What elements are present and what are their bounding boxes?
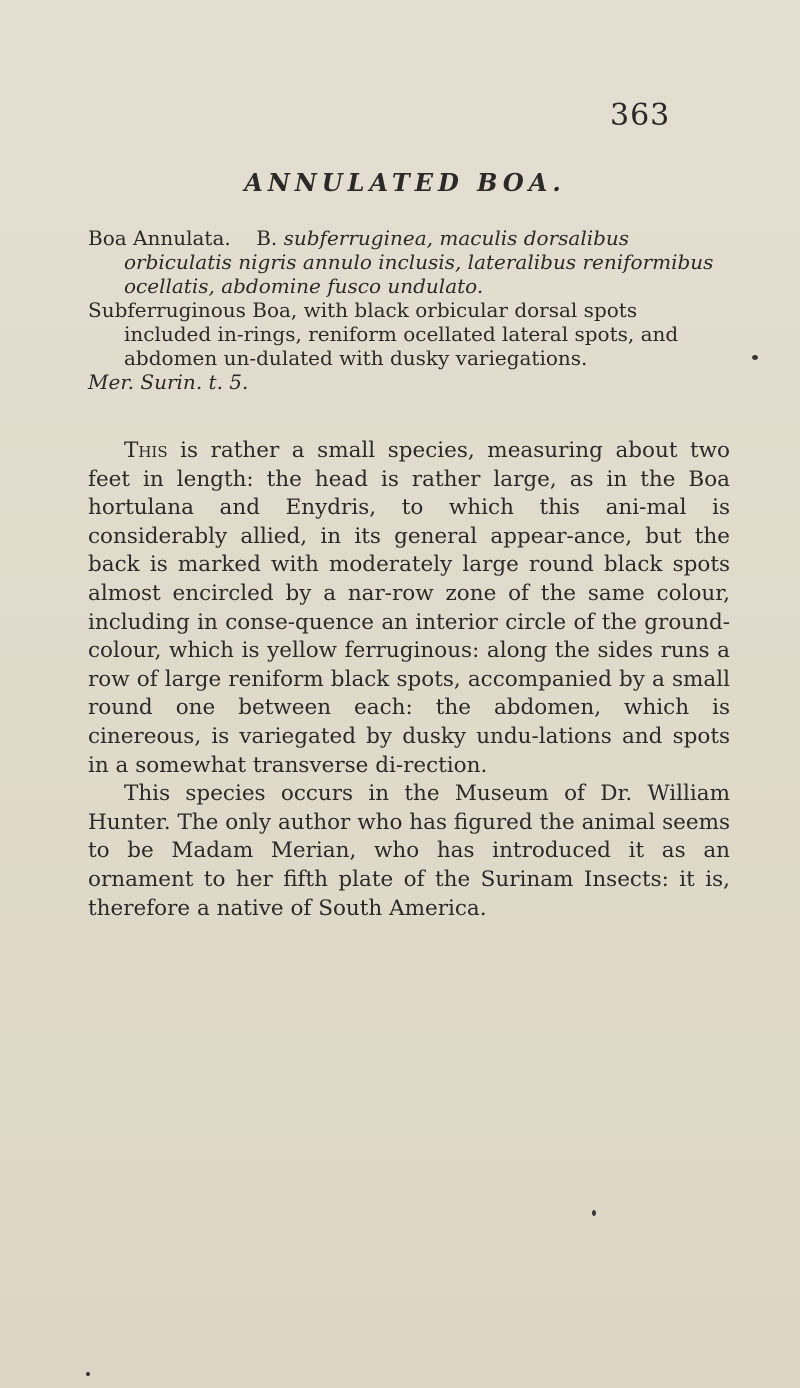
english-diagnosis: Subferruginous Boa, with black orbicular dorsal spots included in-rings, reniform ocellated lateral spots, and abdomen un-dulated with dusky variegations.	[88, 298, 679, 370]
latin-genus: B.	[256, 226, 278, 250]
latin-name: Boa Annulata.	[88, 226, 231, 250]
paragraph-1	[88, 437, 730, 780]
paper-speck	[86, 1372, 90, 1376]
latin-diagnosis	[88, 226, 728, 298]
body-text	[88, 437, 730, 923]
page-number: 363	[610, 98, 671, 133]
paragraph-2: This species occurs in the Museum of Dr. William Hunter. The only author who has figured the animal seems to be Madam Merian, who has introduced it as an ornament to her fifth plate of the Surinam Insects: it is, therefore a native of South America.	[88, 781, 730, 921]
paragraph-1-text: is rather a small species, measuring about two feet in length: the head is rather large, as in the Boa hortulana and Enydris, to which this ani-mal is considerably allied, in its general appear-ance, but the back is marked with moderately large round black spots almost encircled by a nar-row zone of the same colour, including in conse-quence an interior circle of the ground-colour, which is yellow ferruginous: along the sides runs a row of large reniform black spots, accompanied by a small round one between each: the abdomen, which is cinereous, is variegated by dusky undu-lations and spots in a somewhat transverse di-rection.	[88, 438, 730, 778]
paper-speck	[592, 1210, 596, 1216]
reference: Mer. Surin. t. 5.	[88, 370, 249, 394]
paper-speck	[752, 355, 758, 360]
section-title: ANNULATED BOA.	[244, 168, 566, 197]
latin-description: subferruginea, maculis dorsalibus orbiculatis nigris annulo inclusis, lateralibus reniformibus ocellatis, abdomine fusco undulato.	[124, 226, 714, 298]
paragraph-initial: This	[124, 438, 168, 463]
species-synopsis	[88, 226, 728, 394]
